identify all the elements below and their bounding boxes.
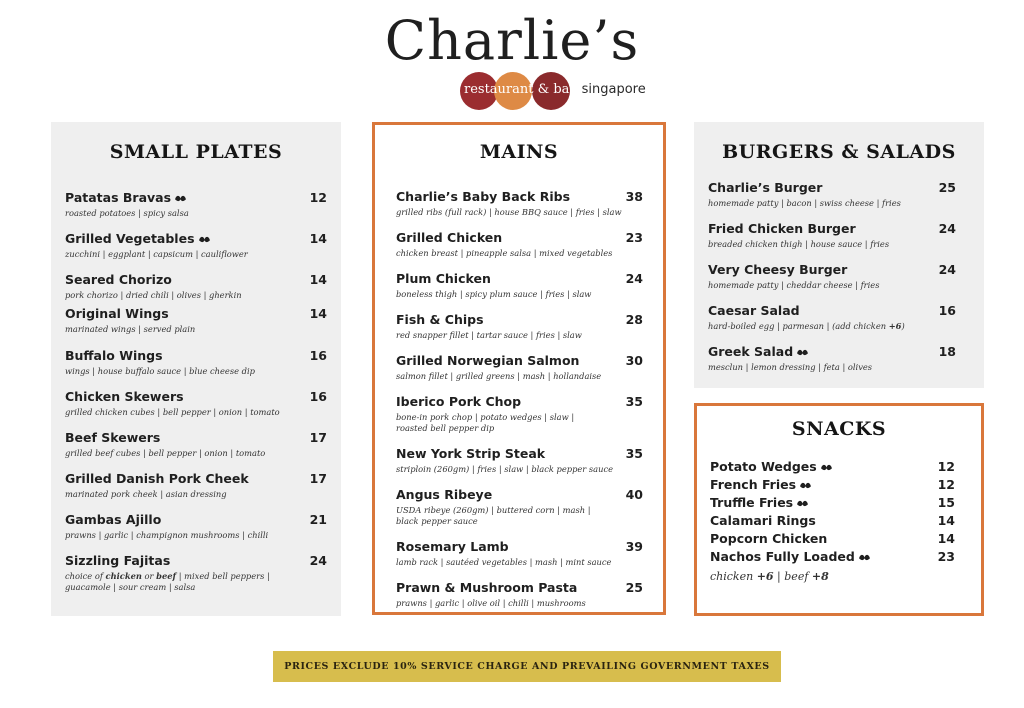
restaurant-logo-badge: [460, 72, 660, 112]
desc-part: or: [141, 571, 157, 581]
item-description: prawns | garlic | champignon mushrooms | chilli: [65, 530, 269, 540]
item-name: Charlie’s Burger: [708, 180, 823, 195]
item-name: Potato Wedges: [710, 459, 817, 474]
item-name: Iberico Pork Chop: [396, 394, 522, 409]
item-name: Original Wings: [65, 306, 169, 321]
item-name: Plum Chicken: [396, 271, 491, 286]
logo-subtitle: [464, 82, 646, 97]
item-name: Rosemary Lamb: [396, 539, 509, 554]
menu-item: [65, 231, 327, 260]
item-description: prawns | garlic | olive oil | chilli | mushrooms: [396, 598, 586, 608]
item-price: 14: [309, 272, 327, 287]
small-plates-title: SMALL PLATES: [109, 141, 283, 163]
item-description: [708, 321, 956, 332]
leaf-icon: [198, 235, 211, 244]
menu-item: [396, 353, 643, 382]
item-price: 35: [625, 394, 643, 409]
item-description: wings | house buffalo sauce | blue cheese dip: [65, 366, 255, 376]
item-price: 25: [938, 180, 956, 195]
item-description: [65, 571, 327, 593]
item-description: pork chorizo | dried chili | olives | gherkin: [65, 290, 242, 300]
item-description: [396, 412, 643, 434]
desc-part: bone-in pork chop | potato wedges | slaw |: [396, 412, 575, 422]
item-price: 16: [309, 389, 327, 404]
menu-item: [708, 262, 956, 291]
menu-item: [396, 487, 643, 527]
item-description: marinated wings | served plain: [65, 324, 196, 334]
desc-part: ): [901, 321, 905, 331]
item-price: 16: [309, 348, 327, 363]
item-price: 12: [937, 459, 955, 474]
item-price: 23: [937, 549, 955, 564]
menu-item: [65, 430, 327, 459]
menu-item: [396, 446, 643, 475]
item-price: 12: [309, 190, 327, 205]
item-description: homemade patty | bacon | swiss cheese | fries: [708, 198, 901, 208]
item-price: 30: [625, 353, 643, 368]
menu-item: [708, 344, 956, 373]
item-price: 24: [938, 221, 956, 236]
menu-item: [396, 394, 643, 434]
item-name: Nachos Fully Loaded: [710, 549, 855, 564]
item-name: Grilled Danish Pork Cheek: [65, 471, 249, 486]
note-bold: +6: [756, 570, 774, 583]
service-charge-text: PRICES EXCLUDE 10% SERVICE CHARGE AND PREVAILING GOVERNMENT TAXES: [284, 661, 770, 672]
item-price: 14: [937, 531, 955, 546]
menu-item: [396, 539, 643, 568]
item-description: grilled beef cubes | bell pepper | onion | tomato: [65, 448, 266, 458]
item-name: Chicken Skewers: [65, 389, 184, 404]
burgers-salads-panel: [694, 122, 984, 388]
nachos-addon-note: [710, 570, 829, 583]
item-name: Prawn & Mushroom Pasta: [396, 580, 578, 595]
snack-item: [710, 549, 955, 564]
item-price: 39: [625, 539, 643, 554]
desc-part: choice of: [65, 571, 106, 581]
item-price: 23: [625, 230, 643, 245]
brand-header: [0, 6, 1024, 76]
menu-item: [396, 580, 643, 609]
item-name: Gambas Ajillo: [65, 512, 162, 527]
leaf-icon: [858, 553, 871, 562]
menu-item: [65, 348, 327, 377]
item-name: Buffalo Wings: [65, 348, 163, 363]
leaf-icon: [796, 348, 809, 357]
note-part: | beef: [773, 570, 812, 583]
snacks-title: SNACKS: [791, 418, 887, 440]
desc-bold: beef: [156, 571, 177, 581]
item-name: Beef Skewers: [65, 430, 161, 445]
note-part: chicken: [710, 570, 757, 583]
menu-item: [65, 471, 327, 500]
menu-item: [396, 230, 643, 259]
item-name: New York Strip Steak: [396, 446, 546, 461]
menu-item: [65, 512, 327, 541]
mains-title: MAINS: [479, 141, 559, 163]
menu-item: [708, 180, 956, 209]
small-plates-panel: [51, 122, 341, 616]
item-price: 16: [938, 303, 956, 318]
snack-item: [710, 495, 955, 510]
logo-location: singapore: [581, 82, 646, 97]
item-description: striploin (260gm) | fries | slaw | black pepper sauce: [396, 464, 614, 474]
desc-bold: +6: [888, 321, 902, 331]
item-description: [396, 505, 643, 527]
snack-item: [710, 477, 955, 492]
mains-panel: [372, 122, 666, 615]
item-description: grilled chicken cubes | bell pepper | onion | tomato: [65, 407, 280, 417]
item-price: 14: [937, 513, 955, 528]
item-name: Grilled Norwegian Salmon: [396, 353, 580, 368]
item-price: 14: [309, 231, 327, 246]
item-description: lamb rack | sautéed vegetables | mash | mint sauce: [396, 557, 612, 567]
item-description: salmon fillet | grilled greens | mash | hollandaise: [396, 371, 602, 381]
item-name: French Fries: [710, 477, 797, 492]
burgers-salads-title: BURGERS & SALADS: [722, 141, 956, 163]
item-price: 14: [309, 306, 327, 321]
item-price: 15: [937, 495, 955, 510]
item-price: 17: [309, 471, 327, 486]
item-name: Grilled Vegetables: [65, 231, 195, 246]
item-price: 35: [625, 446, 643, 461]
item-price: 38: [625, 189, 643, 204]
menu-item: [396, 312, 643, 341]
item-name: Sizzling Fajitas: [65, 553, 171, 568]
item-name: Patatas Bravas: [65, 190, 172, 205]
item-description: roasted potatoes | spicy salsa: [65, 208, 189, 218]
snack-item: [710, 531, 955, 546]
snack-item: [710, 459, 955, 474]
restaurant-logo-name: Charlie’s: [384, 9, 640, 72]
menu-item: [708, 303, 956, 332]
item-name: Charlie’s Baby Back Ribs: [396, 189, 571, 204]
menu-item: [65, 306, 327, 335]
item-name: Fried Chicken Burger: [708, 221, 856, 236]
item-name: Angus Ribeye: [396, 487, 493, 502]
logo-subtitle-text: restaurant & bar: [464, 82, 576, 97]
item-description: grilled ribs (full rack) | house BBQ sauce | fries | slaw: [396, 207, 622, 217]
desc-part: hard-boiled egg | parmesan | (add chicken: [708, 321, 889, 331]
item-name: Calamari Rings: [710, 513, 816, 528]
menu-item: [396, 271, 643, 300]
item-price: 24: [625, 271, 643, 286]
leaf-icon: [796, 499, 809, 508]
item-description: boneless thigh | spicy plum sauce | fries | slaw: [396, 289, 592, 299]
item-name: Fish & Chips: [396, 312, 484, 327]
snacks-panel: [694, 403, 984, 616]
item-price: 21: [309, 512, 327, 527]
item-price: 12: [937, 477, 955, 492]
desc-bold: chicken: [105, 571, 142, 581]
snack-item: [710, 513, 955, 528]
desc-part: USDA ribeye (260gm) | buttered corn | mash |: [396, 505, 591, 515]
desc-part: black pepper sauce: [396, 516, 478, 526]
item-name: Very Cheesy Burger: [708, 262, 848, 277]
item-price: 17: [309, 430, 327, 445]
item-description: breaded chicken thigh | house sauce | fries: [708, 239, 890, 249]
item-price: 25: [625, 580, 643, 595]
item-name: Popcorn Chicken: [710, 531, 828, 546]
item-description: chicken breast | pineapple salsa | mixed vegetables: [396, 248, 613, 258]
service-charge-banner: [273, 651, 781, 682]
item-price: 24: [309, 553, 327, 568]
desc-part: | mixed bell peppers |: [176, 571, 270, 581]
menu-item: [65, 553, 327, 593]
menu-item: [65, 272, 327, 301]
menu-item: [65, 190, 327, 219]
item-name: Seared Chorizo: [65, 272, 172, 287]
item-description: red snapper fillet | tartar sauce | fries | slaw: [396, 330, 582, 340]
leaf-icon: [174, 194, 187, 203]
desc-part: guacamole | sour cream | salsa: [65, 582, 196, 592]
menu-item: [65, 389, 327, 418]
leaf-icon: [799, 481, 812, 490]
item-price: 40: [625, 487, 643, 502]
leaf-icon: [820, 463, 833, 472]
item-description: mesclun | lemon dressing | feta | olives: [708, 362, 873, 372]
item-price: 18: [938, 344, 956, 359]
item-name: Caesar Salad: [708, 303, 800, 318]
note-bold: +8: [811, 570, 829, 583]
menu-item: [396, 189, 643, 218]
menu-item: [708, 221, 956, 250]
item-name: Grilled Chicken: [396, 230, 503, 245]
item-name: Greek Salad: [708, 344, 794, 359]
item-price: 28: [625, 312, 643, 327]
item-description: zucchini | eggplant | capsicum | cauliflower: [65, 249, 248, 259]
item-price: 24: [938, 262, 956, 277]
item-description: homemade patty | cheddar cheese | fries: [708, 280, 880, 290]
desc-part: roasted bell pepper dip: [396, 423, 495, 433]
item-name: Truffle Fries: [710, 495, 794, 510]
item-description: marinated pork cheek | asian dressing: [65, 489, 227, 499]
